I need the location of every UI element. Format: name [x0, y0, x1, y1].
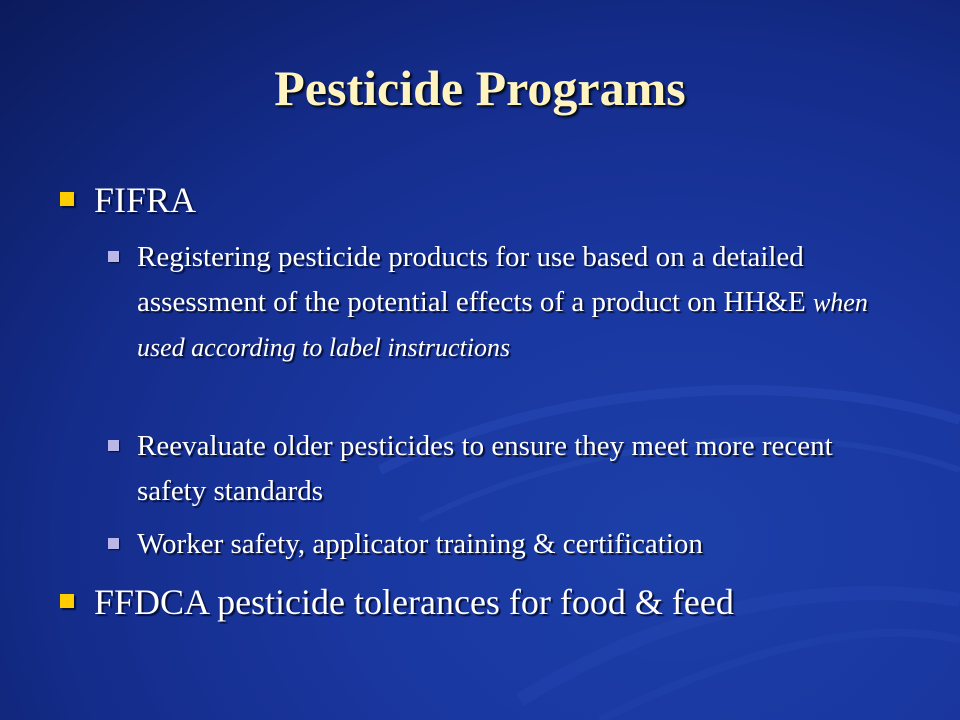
sub-bullet-emphasis: when used according to label instructions — [137, 288, 868, 362]
sub-bullet-text: Worker safety, applicator training & certification — [137, 528, 703, 560]
square-bullet-icon — [60, 594, 74, 608]
sub-bullet-reevaluate — [108, 424, 908, 514]
sub-bullet-registering — [108, 235, 908, 370]
bullet-label: FIFRA — [94, 180, 197, 220]
sub-bullet-main-text: Registering pesticide products for use based on a detailed assessment of the potential effects of a product on HH&E — [137, 241, 813, 318]
square-bullet-icon — [108, 251, 119, 262]
square-bullet-icon — [108, 440, 119, 451]
sub-bullet-text: Reevaluate older pesticides to ensure they meet more recent safety standards — [137, 430, 833, 507]
square-bullet-icon — [108, 538, 119, 549]
sub-bullet-worker-safety — [108, 522, 908, 567]
slide-title: Pesticide Programs — [274, 60, 686, 116]
square-bullet-icon — [60, 192, 74, 206]
sub-bullet-text — [137, 235, 908, 370]
bullet-label: FFDCA pesticide tolerances for food & feed — [94, 582, 734, 622]
